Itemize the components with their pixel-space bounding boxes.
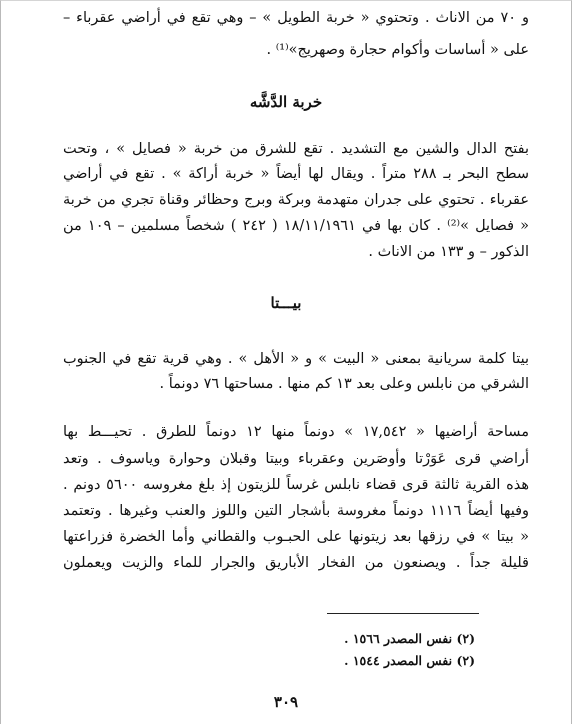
text-line: سطح البحر بـ ٢٨٨ متراً . ويقال لها أيضاً « خربة أراكة » . تقع في أراضي bbox=[63, 166, 529, 182]
text-line: هذه القرية ثالثة قرى قضاء نابلس غرساً للزيتون إذ بلغ مغروسه ٥٦٠٠ دونم . bbox=[63, 477, 529, 493]
text-line: « فصايل »⁽²⁾ . كان بها في ١٨/١١/١٩٦١ ( ٢٤٢ ) شخصاً مسلمين – ١٠٩ من bbox=[63, 218, 529, 234]
footnote: (٢) نفس المصدر ١٥٤٤ . bbox=[344, 653, 475, 668]
section-heading: خربة الدَّشَّه bbox=[249, 93, 323, 111]
text-line: « بيتا » في رزقها بعد زيتونها على الحبـوب والقطاني وأما الخضرة فزراعتها bbox=[63, 529, 529, 545]
text-line: قليلة جداً . ويصنعون من الفخار الأباريق والجرار للماء والزيت ويعملون bbox=[63, 555, 529, 571]
text-line: أراضي قرى عَوَرْتا وأَوصَرين وعقرباء وبيتا وقبلان وحوارة وياسوف . وتعد bbox=[63, 451, 529, 467]
text-line: و ٧٠ من الاناث . وتحتوي « خربة الطويل » – وهي تقع في أراضي عقرباء – bbox=[63, 10, 529, 26]
page-number: ٣٠٩ bbox=[273, 693, 299, 711]
section-heading: بيـــتا bbox=[270, 294, 302, 312]
footnote-separator bbox=[327, 613, 479, 614]
text-line: على « أساسات وأكوام حجارة وصهريج»⁽¹⁾ . bbox=[266, 42, 529, 58]
footnote: (٢) نفس المصدر ١٥٦٦ . bbox=[344, 631, 475, 646]
text-line: مساحة أراضيها « ١٧,٥٤٢ » دونماً منها ١٢ دونماً للطرق . تحيـــط بها bbox=[63, 424, 529, 440]
text-line: عقرباء . تحتوي على جدران متهدمة وبركة وبرج وحظائر وقناة تجري من خربة bbox=[63, 192, 529, 208]
text-line: بفتح الدال والشين مع التشديد . تقع للشرق من خربة « فصايل » ، وتحت bbox=[63, 141, 529, 157]
text-line: الشرقي من نابلس وعلى بعد ١٣ كم منها . مساحتها ٧٦ دونماً . bbox=[159, 376, 529, 392]
text-line: الذكور – و ١٣٣ من الاناث . bbox=[368, 244, 529, 260]
text-line: بيتا كلمة سريانية بمعنى « البيت » و « الأهل » . وهي قرية تقع في الجنوب bbox=[63, 351, 529, 367]
text-line: وفيها أيضاً ١١١٦ دونماً مغروسة بأشجار التين واللوز والعنب وغيرها . وتعتمد bbox=[63, 503, 529, 519]
